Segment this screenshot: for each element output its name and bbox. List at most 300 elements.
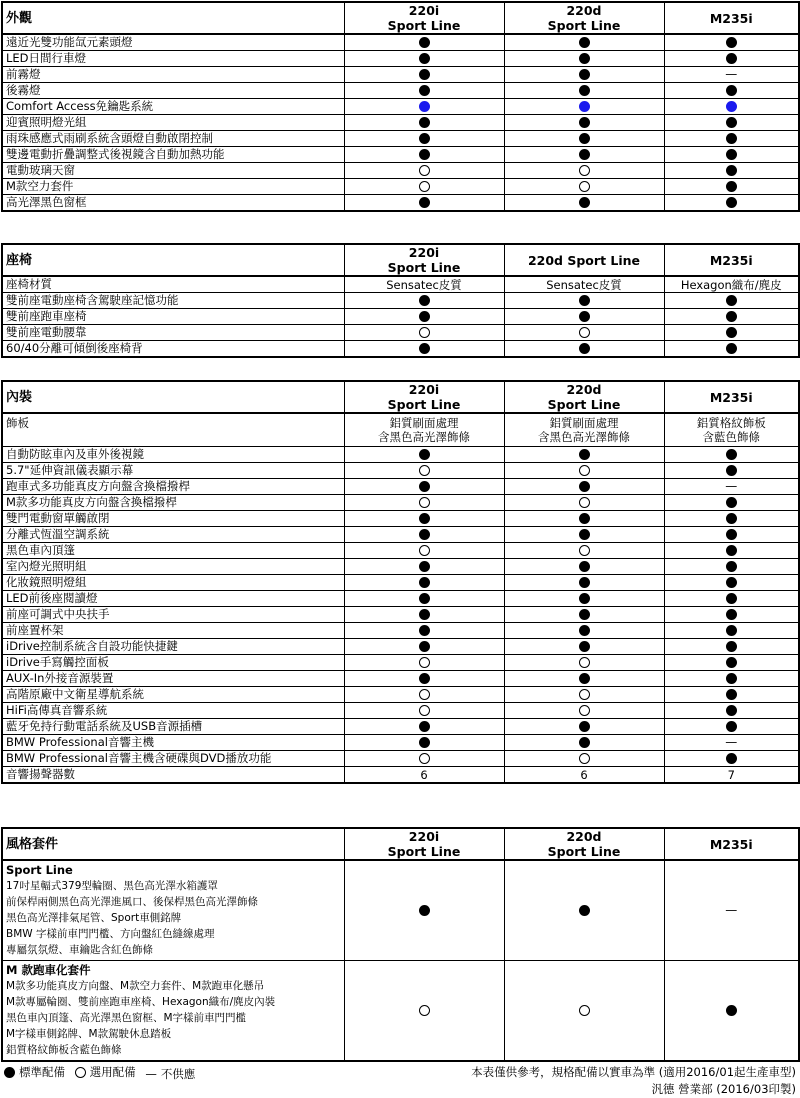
- package-row: [2, 860, 799, 961]
- value-cell: [504, 99, 664, 115]
- optional-circle-icon: [419, 753, 430, 764]
- value-cell: [344, 495, 504, 511]
- row-label: 電動玻璃天窗: [2, 163, 344, 179]
- value-cell: [344, 413, 504, 447]
- row-label: M款多功能真皮方向盤含換檔撥桿: [2, 495, 344, 511]
- standard-dot-icon: [579, 593, 590, 604]
- standard-dot-icon: [726, 465, 737, 476]
- interior-header: [2, 381, 799, 413]
- value-cell: [344, 543, 504, 559]
- not-available-dash-icon: —: [725, 479, 738, 493]
- section-title: 風格套件: [2, 828, 344, 860]
- cell-text: 6: [580, 767, 588, 782]
- row-label: 化妝鏡照明燈組: [2, 575, 344, 591]
- table-row: [2, 671, 799, 687]
- value-cell: [504, 703, 664, 719]
- value-cell: [344, 163, 504, 179]
- standard-dot-icon: [726, 85, 737, 96]
- standard-dot-icon: [579, 905, 590, 916]
- seats-table: [1, 243, 800, 358]
- column-header-line: Sport Line: [387, 260, 461, 275]
- standard-dot-icon: [726, 53, 737, 64]
- value-cell: [664, 735, 799, 751]
- table-row: [2, 527, 799, 543]
- value-cell: [344, 655, 504, 671]
- value-cell: [664, 687, 799, 703]
- value-cell: [344, 703, 504, 719]
- value-cell: [344, 131, 504, 147]
- optional-circle-icon: [419, 327, 430, 338]
- package-item: 黑色高光澤排氣尾管、Sport車側銘牌: [6, 912, 182, 924]
- package-item: M款多功能真皮方向盤、M款空力套件、M款跑車化懸吊: [6, 980, 265, 992]
- value-cell: [344, 671, 504, 687]
- value-cell: [504, 607, 664, 623]
- value-cell: [344, 115, 504, 131]
- value-cell: [664, 147, 799, 163]
- standard-dot-icon: [726, 609, 737, 620]
- table-row: [2, 51, 799, 67]
- value-cell: [344, 623, 504, 639]
- not-available-dash-icon: —: [725, 903, 738, 917]
- value-cell: [664, 115, 799, 131]
- value-cell: [344, 67, 504, 83]
- package-item: 鋁質格紋飾板含藍色飾條: [6, 1044, 122, 1056]
- column-header: [504, 381, 664, 413]
- value-cell: [664, 179, 799, 195]
- value-cell: [504, 479, 664, 495]
- value-cell: [664, 767, 799, 784]
- style-packages-header: [2, 828, 799, 860]
- style-packages-table: [1, 827, 800, 1062]
- value-cell: [504, 655, 664, 671]
- dash-icon: —: [145, 1066, 157, 1081]
- table-row: [2, 703, 799, 719]
- table-row: [2, 195, 799, 212]
- value-cell: [664, 131, 799, 147]
- value-cell: [344, 961, 504, 1062]
- table-row: [2, 276, 799, 293]
- value-cell: [344, 735, 504, 751]
- table-row: [2, 293, 799, 309]
- column-header-line: 220i: [408, 3, 440, 18]
- value-cell: [504, 575, 664, 591]
- row-label: LED前後座閱讀燈: [2, 591, 344, 607]
- value-cell: [504, 341, 664, 358]
- value-cell: [504, 860, 664, 961]
- cell-text: Sensatec皮質: [546, 277, 622, 292]
- table-row: [2, 341, 799, 358]
- value-cell: [504, 463, 664, 479]
- standard-dot-icon: [726, 561, 737, 572]
- standard-dot-icon: [419, 721, 430, 732]
- value-cell: [664, 276, 799, 293]
- not-available-dash-icon: —: [725, 67, 738, 81]
- standard-dot-icon: [419, 295, 430, 306]
- package-item: M款專屬輪圈、雙前座跑車座椅、Hexagon織布/麂皮內裝: [6, 996, 276, 1008]
- table-row: [2, 325, 799, 341]
- value-cell: [664, 163, 799, 179]
- standard-dot-icon: [579, 577, 590, 588]
- standard-blue-dot-icon: [419, 101, 430, 112]
- value-cell: [504, 413, 664, 447]
- column-header-line: Sport Line: [547, 18, 621, 33]
- value-cell: [664, 719, 799, 735]
- standard-dot-icon: [579, 561, 590, 572]
- column-header-line: 220i: [408, 245, 440, 260]
- standard-dot-icon: [579, 69, 590, 80]
- optional-circle-icon: [419, 165, 430, 176]
- standard-dot-icon: [419, 905, 430, 916]
- row-label: BMW Professional音響主機: [2, 735, 344, 751]
- row-label: 雙前座跑車座椅: [2, 309, 344, 325]
- value-cell: [344, 751, 504, 767]
- value-cell: [664, 341, 799, 358]
- standard-dot-icon: [419, 577, 430, 588]
- value-cell: [504, 527, 664, 543]
- value-cell: [344, 860, 504, 961]
- value-cell: [664, 293, 799, 309]
- package-row: [2, 961, 799, 1062]
- standard-dot-icon: [419, 311, 430, 322]
- standard-dot-icon: [726, 343, 737, 354]
- standard-dot-icon: [726, 1005, 737, 1016]
- column-header: [664, 828, 799, 860]
- package-description: [2, 961, 344, 1062]
- value-cell: [504, 591, 664, 607]
- row-label: iDrive手寫觸控面板: [2, 655, 344, 671]
- table-row: [2, 34, 799, 51]
- value-cell: [504, 543, 664, 559]
- optional-circle-icon: [419, 1005, 430, 1016]
- table-row: [2, 479, 799, 495]
- value-cell: [504, 276, 664, 293]
- standard-dot-icon: [419, 561, 430, 572]
- value-cell: [344, 179, 504, 195]
- column-header: [664, 381, 799, 413]
- standard-dot-icon: [726, 545, 737, 556]
- value-cell: [344, 479, 504, 495]
- row-label: AUX-In外接音源裝置: [2, 671, 344, 687]
- optional-circle-icon: [579, 181, 590, 192]
- column-header-line: 220d: [566, 382, 602, 397]
- table-row: [2, 623, 799, 639]
- optional-circle-icon: [419, 545, 430, 556]
- value-cell: [664, 639, 799, 655]
- row-label: 60/40分離可傾倒後座椅背: [2, 341, 344, 358]
- row-label: 雙前座電動座椅含駕駛座記憶功能: [2, 293, 344, 309]
- cell-text: Hexagon織布/麂皮: [680, 277, 782, 292]
- legend-standard: 標準配備: [4, 1064, 65, 1080]
- package-item: M字樣車側銘牌、M款駕駛休息踏板: [6, 1028, 172, 1040]
- table-row: [2, 115, 799, 131]
- column-header-line: Sport Line: [387, 18, 461, 33]
- row-label: 雙前座電動腰靠: [2, 325, 344, 341]
- value-cell: [504, 671, 664, 687]
- hollow-circle-icon: [75, 1067, 86, 1078]
- table-row: [2, 495, 799, 511]
- column-header-line: Sport Line: [547, 397, 621, 412]
- standard-dot-icon: [579, 737, 590, 748]
- standard-dot-icon: [579, 529, 590, 540]
- package-item: 前保桿兩側黑色高光澤進風口、後保桿黑色高光澤飾條: [6, 896, 258, 908]
- value-cell: [504, 293, 664, 309]
- filled-circle-icon: [4, 1067, 15, 1078]
- standard-dot-icon: [726, 295, 737, 306]
- row-label: 音響揚聲器數: [2, 767, 344, 784]
- standard-dot-icon: [726, 181, 737, 192]
- standard-dot-icon: [726, 641, 737, 652]
- standard-dot-icon: [726, 577, 737, 588]
- standard-dot-icon: [419, 85, 430, 96]
- table-row: [2, 99, 799, 115]
- package-item: 17吋星輻式379型輪圈、黑色高光澤水箱護罩: [6, 880, 218, 892]
- row-label: 飾板: [2, 413, 344, 447]
- package-name: Sport Line: [6, 863, 73, 877]
- cell-text: 6: [420, 767, 428, 782]
- standard-dot-icon: [726, 165, 737, 176]
- value-cell: [664, 325, 799, 341]
- column-header: [664, 2, 799, 34]
- table-row: [2, 719, 799, 735]
- value-cell: [344, 34, 504, 51]
- standard-dot-icon: [579, 295, 590, 306]
- legend-optional: 選用配備: [75, 1064, 136, 1080]
- value-cell: [504, 751, 664, 767]
- value-cell: [504, 495, 664, 511]
- value-cell: [664, 655, 799, 671]
- value-cell: [664, 413, 799, 447]
- value-cell: [504, 309, 664, 325]
- column-header-line: 220d Sport Line: [527, 252, 641, 268]
- package-item: 專屬氛氛燈、車鑰匙含紅色飾條: [6, 944, 153, 956]
- column-header: [504, 2, 664, 34]
- row-label: 前霧燈: [2, 67, 344, 83]
- exterior-header: [2, 2, 799, 34]
- column-header-line: M235i: [709, 252, 753, 268]
- optional-circle-icon: [579, 327, 590, 338]
- standard-dot-icon: [726, 705, 737, 716]
- optional-circle-icon: [579, 689, 590, 700]
- row-label: 自動防眩車內及車外後視鏡: [2, 447, 344, 463]
- cell-text: 鋁質刷面處理 含黑色高光澤飾條: [378, 416, 470, 444]
- table-row: [2, 179, 799, 195]
- standard-dot-icon: [726, 513, 737, 524]
- standard-dot-icon: [579, 37, 590, 48]
- column-header-line: M235i: [709, 389, 753, 405]
- value-cell: [344, 767, 504, 784]
- optional-circle-icon: [579, 657, 590, 668]
- standard-dot-icon: [579, 513, 590, 524]
- standard-dot-icon: [579, 311, 590, 322]
- value-cell: [344, 687, 504, 703]
- footnote: [471, 1064, 796, 1098]
- optional-circle-icon: [419, 657, 430, 668]
- value-cell: [664, 495, 799, 511]
- standard-dot-icon: [579, 721, 590, 732]
- table-row: [2, 413, 799, 447]
- row-label: 雙門電動窗單觸啟閉: [2, 511, 344, 527]
- table-row: [2, 447, 799, 463]
- value-cell: [504, 147, 664, 163]
- standard-dot-icon: [579, 625, 590, 636]
- standard-dot-icon: [726, 529, 737, 540]
- value-cell: [504, 195, 664, 212]
- optional-circle-icon: [579, 165, 590, 176]
- value-cell: [344, 147, 504, 163]
- standard-dot-icon: [419, 593, 430, 604]
- value-cell: [344, 447, 504, 463]
- row-label: 遠近光雙功能氙元素頭燈: [2, 34, 344, 51]
- row-label: 雙邊電動折疊調整式後視鏡含自動加熱功能: [2, 147, 344, 163]
- value-cell: [664, 479, 799, 495]
- optional-circle-icon: [419, 181, 430, 192]
- standard-dot-icon: [579, 481, 590, 492]
- value-cell: [664, 51, 799, 67]
- row-label: 分離式恆溫空調系統: [2, 527, 344, 543]
- standard-dot-icon: [419, 343, 430, 354]
- row-label: iDrive控制系統含自設功能快捷鍵: [2, 639, 344, 655]
- value-cell: [504, 325, 664, 341]
- value-cell: [664, 447, 799, 463]
- table-row: [2, 463, 799, 479]
- standard-dot-icon: [726, 449, 737, 460]
- standard-blue-dot-icon: [726, 101, 737, 112]
- optional-circle-icon: [419, 705, 430, 716]
- table-row: [2, 575, 799, 591]
- optional-circle-icon: [419, 465, 430, 476]
- cell-text: 鋁質刷面處理 含黑色高光澤飾條: [538, 416, 630, 444]
- table-row: [2, 591, 799, 607]
- section-title: 內裝: [2, 381, 344, 413]
- value-cell: [664, 591, 799, 607]
- table-row: [2, 559, 799, 575]
- standard-dot-icon: [579, 641, 590, 652]
- table-row: [2, 607, 799, 623]
- table-row: [2, 131, 799, 147]
- value-cell: [344, 309, 504, 325]
- value-cell: [344, 527, 504, 543]
- row-label: 迎賓照明燈光組: [2, 115, 344, 131]
- standard-dot-icon: [419, 69, 430, 80]
- row-label: 前座置杯架: [2, 623, 344, 639]
- value-cell: [504, 115, 664, 131]
- value-cell: [504, 687, 664, 703]
- value-cell: [664, 34, 799, 51]
- value-cell: [664, 99, 799, 115]
- column-header: [344, 244, 504, 276]
- interior-table: [1, 380, 800, 784]
- table-row: [2, 655, 799, 671]
- standard-dot-icon: [419, 53, 430, 64]
- table-row: [2, 147, 799, 163]
- cell-text: 7: [727, 767, 735, 782]
- table-row: [2, 309, 799, 325]
- row-label: 黑色車內頂篷: [2, 543, 344, 559]
- optional-circle-icon: [579, 465, 590, 476]
- standard-dot-icon: [579, 133, 590, 144]
- row-label: 高階原廠中文衛星導航系統: [2, 687, 344, 703]
- package-item: BMW 字樣前車門門檻、方向盤紅色縫線處理: [6, 928, 215, 940]
- row-label: 跑車式多功能真皮方向盤含換檔撥桿: [2, 479, 344, 495]
- standard-dot-icon: [579, 673, 590, 684]
- value-cell: [664, 559, 799, 575]
- standard-dot-icon: [419, 449, 430, 460]
- standard-dot-icon: [726, 753, 737, 764]
- value-cell: [504, 67, 664, 83]
- standard-dot-icon: [579, 449, 590, 460]
- column-header: [344, 2, 504, 34]
- value-cell: [504, 179, 664, 195]
- value-cell: [344, 463, 504, 479]
- table-row: [2, 735, 799, 751]
- legend-na: — 不供應: [145, 1066, 196, 1081]
- value-cell: [504, 511, 664, 527]
- optional-circle-icon: [579, 1005, 590, 1016]
- not-available-dash-icon: —: [725, 735, 738, 749]
- standard-dot-icon: [726, 37, 737, 48]
- value-cell: [504, 735, 664, 751]
- value-cell: [344, 99, 504, 115]
- package-description: [2, 860, 344, 961]
- column-header: [504, 244, 664, 276]
- standard-dot-icon: [419, 737, 430, 748]
- disclaimer: 本表僅供參考，規格配備以實車為準 (適用2016/01起生產車型): [471, 1065, 796, 1079]
- standard-dot-icon: [579, 197, 590, 208]
- standard-dot-icon: [419, 609, 430, 620]
- standard-dot-icon: [419, 133, 430, 144]
- row-label: 前座可調式中央扶手: [2, 607, 344, 623]
- value-cell: [664, 67, 799, 83]
- value-cell: [664, 463, 799, 479]
- standard-dot-icon: [579, 343, 590, 354]
- standard-dot-icon: [726, 593, 737, 604]
- column-header: [344, 381, 504, 413]
- value-cell: [664, 623, 799, 639]
- column-header-line: 220d: [566, 829, 602, 844]
- standard-dot-icon: [726, 673, 737, 684]
- package-name: M 款跑車化套件: [6, 963, 91, 977]
- row-label: LED日間行車燈: [2, 51, 344, 67]
- value-cell: [664, 309, 799, 325]
- value-cell: [664, 703, 799, 719]
- column-header: [664, 244, 799, 276]
- row-label: HiFi高傳真音響系統: [2, 703, 344, 719]
- value-cell: [344, 325, 504, 341]
- standard-dot-icon: [419, 117, 430, 128]
- value-cell: [664, 575, 799, 591]
- column-header-line: 220d: [566, 3, 602, 18]
- value-cell: [664, 511, 799, 527]
- column-header-line: Sport Line: [387, 844, 461, 859]
- standard-dot-icon: [579, 85, 590, 96]
- package-item: 黑色車內頂篷、高光澤黑色窗框、M字樣前車門門檻: [6, 1012, 247, 1024]
- optional-circle-icon: [579, 497, 590, 508]
- value-cell: [664, 860, 799, 961]
- value-cell: [664, 671, 799, 687]
- table-row: [2, 639, 799, 655]
- standard-dot-icon: [579, 149, 590, 160]
- column-header-line: 220i: [408, 829, 440, 844]
- exterior-table: [1, 1, 800, 212]
- row-label: M款空力套件: [2, 179, 344, 195]
- value-cell: [344, 607, 504, 623]
- value-cell: [344, 511, 504, 527]
- row-label: 座椅材質: [2, 276, 344, 293]
- value-cell: [344, 341, 504, 358]
- standard-dot-icon: [726, 133, 737, 144]
- standard-dot-icon: [419, 149, 430, 160]
- value-cell: [344, 639, 504, 655]
